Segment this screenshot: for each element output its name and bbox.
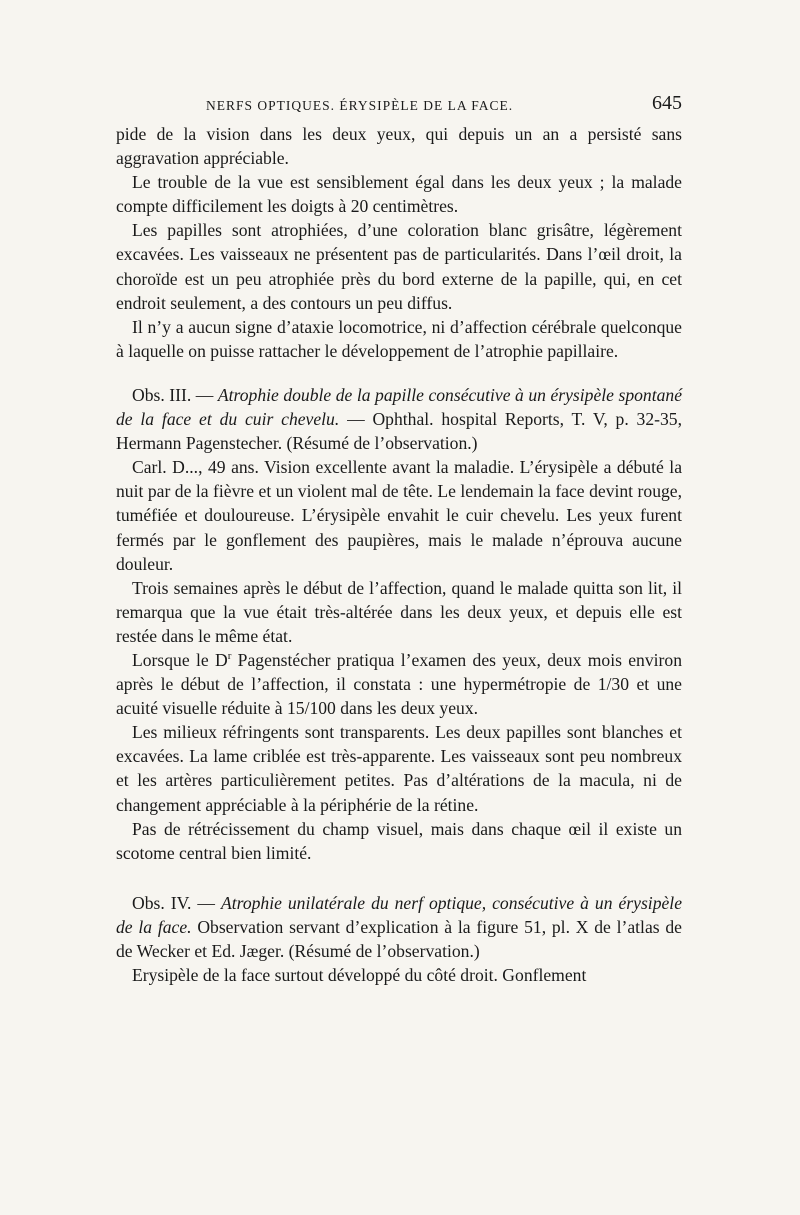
observation-heading-iv <box>116 891 682 963</box>
observation-title: Atrophie unilatérale du nerf optique, consécutive à un érysipèle de la face. <box>116 892 682 937</box>
page-number: 645 <box>652 92 682 114</box>
paragraph-text: Pagenstécher pratiqua l’examen des yeux, deux mois environ après le début de l’affection, il constata : une hypermétropie de 1/30 et une acuité visuelle réduite à 15/100 dans les deux yeux. <box>116 649 682 719</box>
observation-label: Obs. IV. — <box>132 892 221 913</box>
paragraph-text: Lorsque le D <box>132 649 228 670</box>
paragraph: Il n’y a aucun signe d’ataxie locomotrice, ni d’affection cérébrale quelconque à laquelle on puisse rattacher le développement de l’atrophie papillaire. <box>116 316 682 361</box>
paragraph: Le trouble de la vue est sensiblement égal dans les deux yeux ; la malade compte difficilement les doigts à 20 centimètres. <box>116 172 682 217</box>
body-text <box>116 122 682 987</box>
paragraph-continued: pide de la vision dans les deux yeux, qui depuis un an a persisté sans aggravation appréciable. <box>116 124 682 169</box>
observation-source: Observation servant d’explication à la figure 51, pl. X de l’atlas de de Wecker et Ed. Jæger. (Résumé de l’observation.) <box>116 916 682 961</box>
running-head <box>116 90 682 122</box>
superscript: r <box>227 650 232 663</box>
paragraph: Carl. D..., 49 ans. Vision excellente avant la maladie. L’érysipèle a débuté la nuit par de la fièvre et un violent mal de tête. Le lendemain la face devint rouge, tuméfiée et douloureuse. L’érysipèle envahit le cuir chevelu. Les yeux furent fermés par le gonflement des paupières, mais le malade n’éprouva aucune douleur. <box>116 457 682 574</box>
book-page <box>116 90 682 987</box>
paragraph: Les milieux réfringents sont transparents. Les deux papilles sont blanches et excavées. La lame criblée est très-apparente. Les vaisseaux sont peu nombreux et les artères particulièrement petites. Pas d’altérations de la macula, ni de changement appréciable à la périphérie de la rétine. <box>116 722 682 815</box>
paragraph: Les papilles sont atrophiées, d’une coloration blanc grisâtre, légèrement excavées. Les vaisseaux ne présentent pas de particularités. Dans l’œil droit, la choroïde est un peu atrophiée près du bord externe de la papille, qui, en cet endroit seulement, a des contours un peu diffus. <box>116 220 682 313</box>
paragraph: Erysipèle de la face surtout développé du côté droit. Gonflement <box>132 965 587 986</box>
paragraph: Pas de rétrécissement du champ visuel, mais dans chaque œil il existe un scotome central bien limité. <box>116 818 682 863</box>
observation-title: Atrophie double de la papille consécutive à un érysipèle spontané de la face et du cuir chevelu. <box>116 384 683 430</box>
running-title: NERFS OPTIQUES. ÉRYSIPÈLE DE LA FACE. <box>206 98 514 113</box>
observation-source: — Ophthal. hospital Reports, T. V, p. 32-35, Hermann Pagenstecher. (Résumé de l’observation.) <box>116 409 682 454</box>
paragraph <box>116 648 682 720</box>
paragraph: Trois semaines après le début de l’affection, quand le malade quitta son lit, il remarqua que la vue était très-altérée dans les deux yeux, et depuis elle est restée dans le même état. <box>116 577 682 646</box>
observation-heading-iii <box>116 383 682 455</box>
observation-label: Obs. III. — <box>132 384 218 405</box>
